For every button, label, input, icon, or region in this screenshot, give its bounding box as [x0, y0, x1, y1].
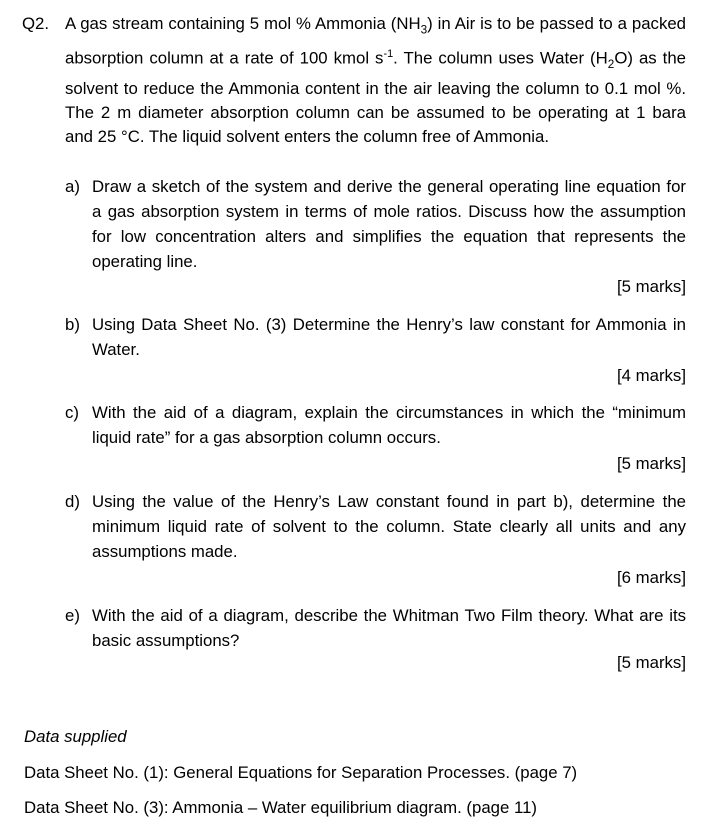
- part-a-marks: [5 marks]: [616, 277, 686, 296]
- part-letter: c): [65, 403, 79, 422]
- part-letter: e): [65, 606, 80, 625]
- question-intro: A gas stream containing 5 mol % Ammonia $(NH_3)$ in Air is to be passed to a packed absorption column at a rate of 100 kmol $s^{-1}$. The column uses Water $(H_2O)$ as the solvent to reduce the Ammonia content in the air leaving the column to 0.1 mol %. The 2 m diameter absorption column can be assumed to be operating at 1 bara and 25 °C. The liquid solvent enters the column free of Ammonia.: [65, 14, 686, 147]
- part-text: With the aid of a diagram, describe the Whitman Two Film theory. What are its basic assumptions?: [92, 606, 686, 650]
- part-c-marks: [5 marks]: [616, 454, 686, 473]
- data-sheet-1: Data Sheet No. (1): General Equations for Separation Processes. (page 7): [24, 763, 578, 782]
- data-supplied-heading: Data supplied: [24, 727, 127, 746]
- part-letter: d): [65, 492, 80, 511]
- part-text: Using Data Sheet No. (3) Determine the Henry’s law constant for Ammonia in Water.: [92, 315, 686, 359]
- part-text: With the aid of a diagram, explain the circumstances in which the “minimum liquid rate” for a gas absorption column occurs.: [92, 403, 686, 447]
- part-b-marks: [4 marks]: [616, 366, 686, 385]
- part-e-marks: [5 marks]: [616, 653, 686, 672]
- question-number: Q2.: [22, 14, 50, 33]
- part-letter: b): [65, 315, 80, 334]
- part-text: Draw a sketch of the system and derive the general operating line equation for a gas absorption system in terms of mole ratios. Discuss how the assumption for low concentration alters and simplifies the equation that represents the operating line.: [92, 177, 686, 271]
- data-sheet-3: Data Sheet No. (3): Ammonia – Water equilibrium diagram. (page 11): [24, 798, 537, 817]
- part-text: Using the value of the Henry’s Law constant found in part b), determine the minimum liquid rate of solvent to the column. State clearly all units and any assumptions made.: [92, 492, 686, 561]
- part-d-marks: [6 marks]: [616, 568, 686, 587]
- part-letter: a): [65, 177, 80, 196]
